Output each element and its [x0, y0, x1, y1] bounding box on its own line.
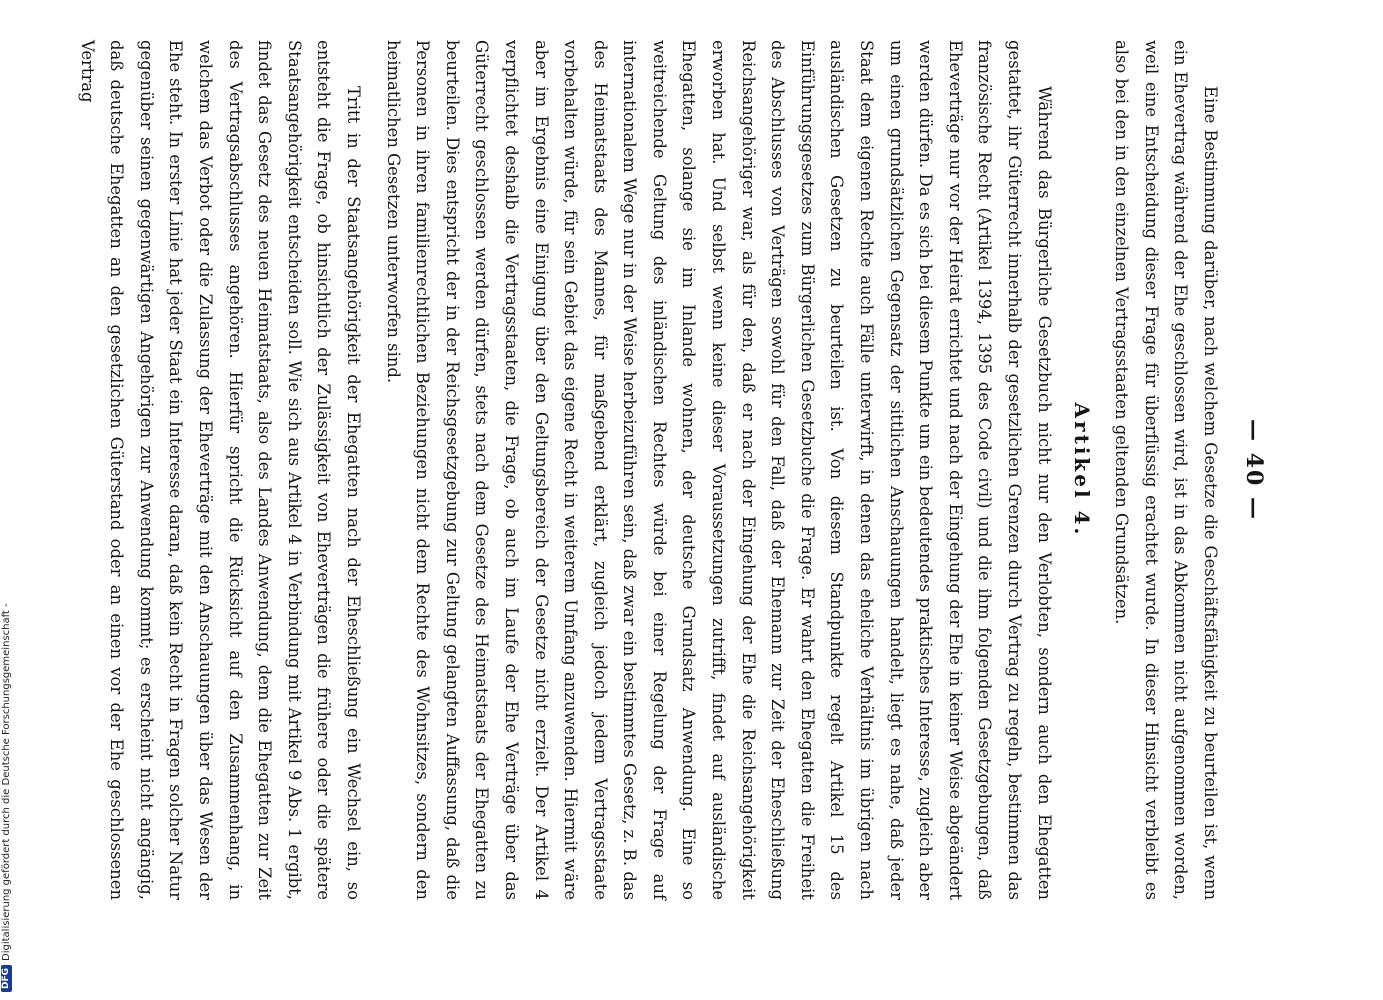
digitization-attribution	[0, 0, 14, 992]
body-text	[72, 40, 1225, 900]
article-heading: Artikel 4.	[1069, 402, 1094, 538]
paragraph-article-4: Während das Bürgerliche Gesetzbuch nicht nur den Verlobten, sondern auch den Ehegatten gestattet, ihr Güterrecht innerhalb der gesetzlichen Grenzen durch Vertrag zu regeln, bestimmen das französische Recht (Artikel 1394, 1395 des Code civil) und die ihm folgenden Gesetzgebungen, daß Eheverträge nur vor der Heirat errichtet und nach der Eingehung der Ehe in keiner Weise abgeändert werden dürfen. Da es sich bei diesem Punkte um ein bedeutendes praktisches Interesse, zugleich aber um einen grundsätzlichen Gegensatz der sittlichen Anschauungen handelt, liegt es nahe, daß jeder Staat dem eigenen Rechte auch Fälle unterwirft, in denen das eheliche Verhältnis im übrigen nach ausländischen Gesetzen zu beurteilen ist. Von diesem Standpunkte regelt Artikel 15 des Einführungsgesetzes zum Bürgerlichen Gesetzbuche die Frage. Er wahrt den Ehegatten die Freiheit des Abschlusses von Verträgen sowohl für den Fall, daß der Ehemann zur Zeit der Eheschließung Reichsangehöriger war, als für den, daß er nach der Eingehung der Ehe die Reichsangehörigkeit erworben hat. Und selbst wenn keine dieser Voraussetzungen zutrifft, findet auf ausländische Ehegatten, solange sie im Inlande wohnen, der deutsche Grundsatz Anwendung. Eine so weitreichende Geltung des inländischen Rechtes würde bei einer Regelung der Frage auf internationalem Wege nur in der Weise herbeizuführen sein, daß zwar ein bestimmtes Gesetz, z. B. das des Heimatstaats des Mannes, für maßgebend erklärt, zugleich jedoch jedem Vertragsstaate vorbehalten würde, für sein Gebiet das eigene Recht in weiterem Umfang anzuwenden. Hiermit wäre aber im Ergebnis eine Einigung über den Geltungsbereich der Gesetze nicht erzielt. Der Artikel 4 verpflichtet deshalb die Vertragsstaaten, die Frage, ob auch im Laufe der Ehe Verträge über das Güterrecht geschlossen werden dürfen, stets nach dem Gesetze des Heimatstaats der Ehegatten zu beurteilen. Dies entspricht der in der Reichsgesetzgebung zur Geltung gelangten Auffassung, daß die Personen in ihren familienrechtlichen Beziehungen nicht dem Rechte des Wohnsitzes, sondern den heimatlichen Gesetzen unterworfen sind.	[383, 40, 1054, 900]
dfg-logo-icon: DFG	[1, 965, 12, 992]
attribution-text: Digitalisierung gefördert durch die Deutsche Forschungsgemeinschaft -	[1, 603, 12, 961]
document-page	[77, 40, 1267, 900]
page-number: — 40 —	[1241, 419, 1267, 521]
paragraph-nationality-change: Tritt in der Staatsangehörigkeit der Ehegatten nach der Eheschließung ein Wechsel ein, so entsteht die Frage, ob hinsichtlich der Zulässigkeit von Eheverträgen die frühere oder die spätere Staatsangehörigkeit entscheiden soll. Wie sich aus Artikel 4 in Verbindung mit Artikel 9 Abs. 1 ergibt, findet das Gesetz des neuen Heimatstaats, also des Landes Anwendung, dem die Ehegatten zur Zeit des Vertragsabschlusses angehören. Hierfür spricht die Rücksicht auf den Zusammenhang, in welchem das Verbot oder die Zulassung der Eheverträge mit den Anschauungen über das Wesen der Ehe steht. In erster Linie hat jeder Staat ein Interesse daran, daß kein Recht in Fragen solcher Natur gegenüber seinen gegenwärtigen Angehörigen zur Anwendung kommt; es erscheint nicht angängig, daß deutsche Ehegatten an den gesetzlichen Güterstand oder an einen vor der Ehe geschlossenen Vertrag	[77, 40, 363, 900]
paragraph-intro: Eine Bestimmung darüber, nach welchem Gesetze die Geschäftsfähigkeit zu beurteilen ist, wenn ein Ehevertrag während der Ehe geschlossen wird, ist in das Abkommen nicht aufgenommen worden, weil eine Entscheidung dieser Frage für überflüssig erachtet wurde. In dieser Hinsicht verbleibt es also bei den in den einzelnen Vertragsstaaten geltenden Grundsätzen.	[1112, 40, 1220, 900]
